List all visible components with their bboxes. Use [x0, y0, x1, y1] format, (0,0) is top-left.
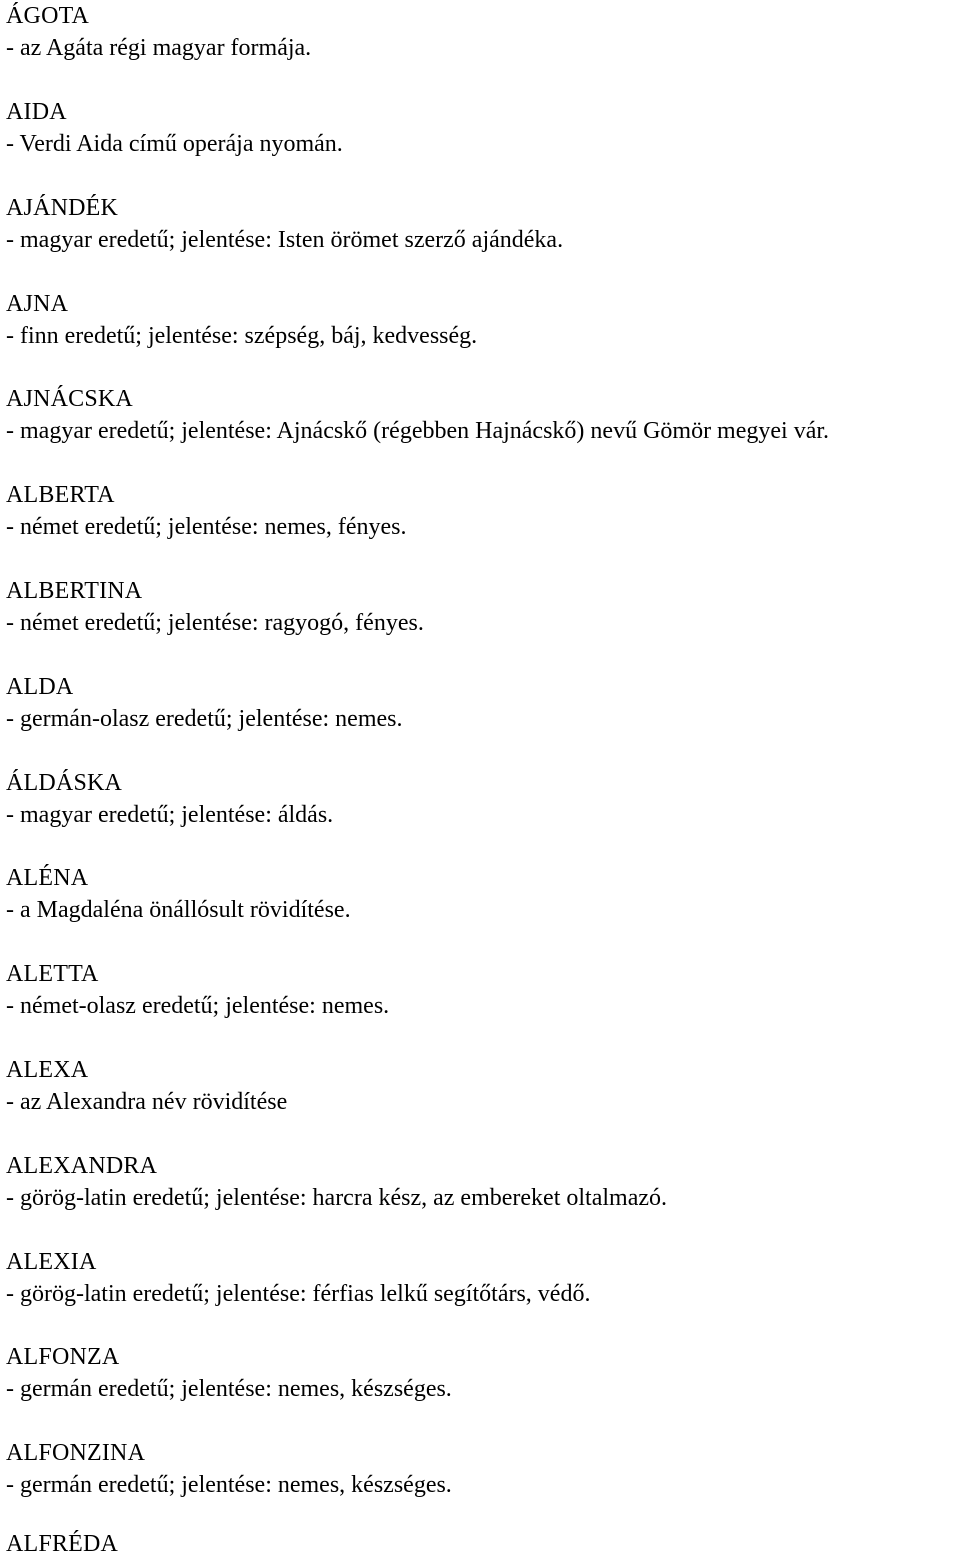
entry-name: ALEXANDRA	[6, 1153, 158, 1179]
entry-description: - német eredetű; jelentése: ragyogó, fényes.	[6, 610, 424, 636]
entry-aldaska	[6, 767, 956, 831]
entry-description: - német-olasz eredetű; jelentése: nemes.	[6, 993, 390, 1019]
entry-description: - magyar eredetű; jelentése: áldás.	[6, 802, 334, 828]
entry-name: ALFONZINA	[6, 1440, 146, 1466]
entry-description: - az Agáta régi magyar formája.	[6, 35, 312, 61]
entry-description: - germán-olasz eredetű; jelentése: nemes.	[6, 706, 403, 732]
entry-alexa	[6, 1054, 956, 1118]
entry-alberta	[6, 479, 956, 543]
entry-alena	[6, 862, 956, 926]
entry-name: AIDA	[6, 99, 67, 125]
entry-alda	[6, 671, 956, 735]
entry-name: ALDA	[6, 674, 74, 700]
entry-description: - a Magdaléna önállósult rövidítése.	[6, 897, 351, 923]
entry-name: ALBERTINA	[6, 578, 143, 604]
entry-alfonzina	[6, 1437, 956, 1501]
entry-name: ÁGOTA	[6, 3, 90, 29]
entry-description: - görög-latin eredetű; jelentése: harcra kész, az embereket oltalmazó.	[6, 1185, 667, 1211]
entry-alexia	[6, 1246, 956, 1310]
entry-description: - magyar eredetű; jelentése: Isten örömet szerző ajándéka.	[6, 227, 564, 253]
entry-alfonza	[6, 1341, 956, 1405]
entry-name: ALFONZA	[6, 1344, 120, 1370]
entry-aletta	[6, 958, 956, 1022]
entry-name: ALEXIA	[6, 1249, 97, 1275]
entry-name: ÁLDÁSKA	[6, 770, 123, 796]
entry-alfreda	[6, 1528, 956, 1560]
entry-albertina	[6, 575, 956, 639]
entry-name: AJNA	[6, 291, 69, 317]
entry-name: ALFRÉDA	[6, 1531, 119, 1557]
entry-description: - magyar eredetű; jelentése: Ajnácskő (régebben Hajnácskő) nevű Gömör megyei vár.	[6, 418, 830, 444]
entry-alexandra	[6, 1150, 956, 1214]
entry-name: ALEXA	[6, 1057, 89, 1083]
entry-aida	[6, 96, 956, 160]
entry-description: - germán eredetű; jelentése: nemes, készséges.	[6, 1472, 452, 1498]
entry-name: AJÁNDÉK	[6, 195, 119, 221]
entry-description: - Verdi Aida című operája nyomán.	[6, 131, 343, 157]
entry-description: - német eredetű; jelentése: nemes, fényes.	[6, 514, 407, 540]
entry-ajandek	[6, 192, 956, 256]
entry-agota	[6, 0, 956, 64]
entry-ajna	[6, 288, 956, 352]
entry-name: AJNÁCSKA	[6, 386, 133, 412]
entry-description: - görög-latin eredetű; jelentése: férfias lelkű segítőtárs, védő.	[6, 1281, 591, 1307]
entry-description: - germán eredetű; jelentése: nemes, készséges.	[6, 1376, 452, 1402]
entry-name: ALÉNA	[6, 865, 89, 891]
entry-description: - finn eredetű; jelentése: szépség, báj, kedvesség.	[6, 323, 478, 349]
entry-name: ALETTA	[6, 961, 99, 987]
entry-name: ALBERTA	[6, 482, 115, 508]
entry-description: - az Alexandra név rövidítése	[6, 1089, 288, 1115]
entry-ajnacska	[6, 383, 956, 447]
